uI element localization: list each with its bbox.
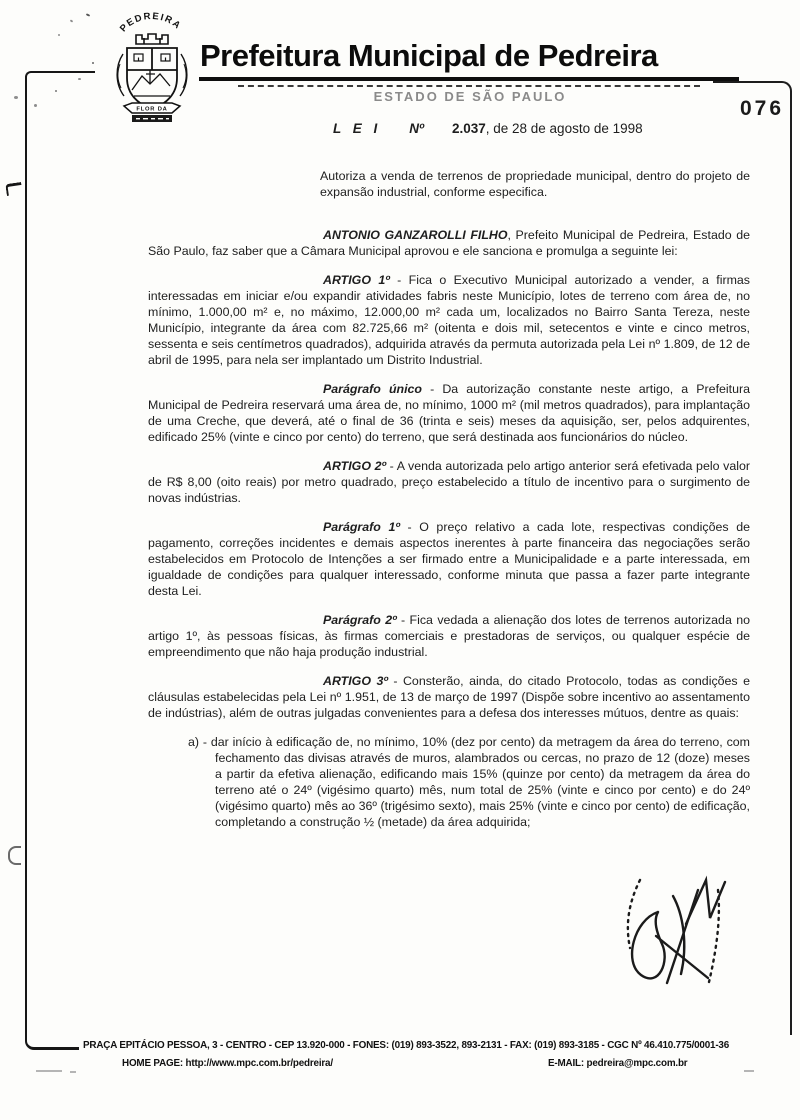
scan-artifact-dash xyxy=(70,1071,76,1073)
law-label: L E I xyxy=(333,121,382,136)
article-3-text: - Consterão, ainda, do citado Protocolo, todas as condições e cláusulas estabelecidas pela Lei nº 1.951, de 13 de março de 1997 (Dispõe sobre incentivo ao assentamento de indústrias), além de outras julgadas convenientes para a defesa dos interesses mútuos, dentre as quais: xyxy=(148,674,750,720)
law-number: 2.037 xyxy=(451,121,486,136)
page-edge-line-left xyxy=(25,71,95,1039)
law-number-label: Nº xyxy=(409,121,424,136)
scan-speck xyxy=(34,104,37,107)
document-title: Prefeitura Municipal de Pedreira xyxy=(200,38,658,73)
svg-text:PEDREIRA xyxy=(118,12,184,34)
title-underline xyxy=(199,77,739,81)
paragraph-unico-heading: Parágrafo único xyxy=(323,382,422,396)
scan-speck xyxy=(78,78,81,80)
paragraph-1-heading: Parágrafo 1º xyxy=(323,520,400,534)
paragraph-2-text: - Fica vedada a alienação dos lotes de terrenos autorizada no artigo 1º, às pessoas físicas, às firmas comerciais e prestadoras de serviços, ou qualquer espécie de empreendimento que não haja produção industrial. xyxy=(148,613,750,659)
law-body xyxy=(148,168,750,830)
paragraph-unico-text: - Da autorização constante neste artigo, a Prefeitura Municipal de Pedreira reservará uma área de, no mínimo, 1000 m² (mil metros quadrados), para implantação de uma Creche, que deverá, até o final de 36 (trinta e seis) meses da aquisição, ser, pelos adquirentes, edificado 25% (vinte e cinco por cento) do terreno, que será destinada aos funcionários do núcleo. xyxy=(148,382,751,444)
footer-homepage: HOME PAGE: http://www.mpc.com.br/pedreira/ xyxy=(122,1057,333,1069)
crest-crown xyxy=(136,34,168,44)
article-3-heading: ARTIGO 3º xyxy=(323,674,388,688)
scan-artifact-mark xyxy=(5,182,23,196)
scan-speck xyxy=(55,90,57,92)
handwritten-signature-scribble xyxy=(612,862,742,1017)
scan-speck xyxy=(70,19,74,22)
law-article-2 xyxy=(148,458,750,506)
crest-shield xyxy=(127,48,177,110)
law-heading-line xyxy=(333,121,643,136)
preamble-text: , Prefeito Municipal de Pedreira, Estado de São Paulo, faz saber que a Câmara Municipal aprovou e ele sanciona e promulga a seguinte lei: xyxy=(148,228,750,258)
footer-address-line: PRAÇA EPITÁCIO PESSOA, 3 - CENTRO - CEP 13.920-000 - FONES: (019) 893-3522, 893-2131 - FAX: (019) 893-3185 - CGC Nº 46.410.775/0001-36 xyxy=(83,1039,730,1051)
stamped-page-number: 076 xyxy=(740,97,785,120)
crest-ribbon xyxy=(124,103,180,122)
crest-city-name: PEDREIRA xyxy=(117,12,184,35)
law-article-3 xyxy=(148,673,750,721)
scan-speck xyxy=(86,13,90,17)
scan-speck xyxy=(92,62,94,64)
title-underline-broken xyxy=(238,85,700,87)
law-item-a xyxy=(188,734,750,830)
law-preamble xyxy=(148,227,750,259)
coat-of-arms-graphic xyxy=(110,12,194,124)
paragraph-2-heading: Parágrafo 2º xyxy=(323,613,397,627)
paragraph-1-text: - O preço relativo a cada lote, respectivas condições de pagamento, correções incidentes e demais aspectos inerentes à parte financeira das negociações serão estabelecidos em Protocolo de Intenções a ser firmado entre a Municipalidade e a parte interessada, em igualdade de condições para qualquer interessado, conforme minuta que passa a fazer parte integrante desta Lei. xyxy=(148,520,750,598)
article-2-heading: ARTIGO 2º xyxy=(323,459,387,473)
scan-artifact-dash xyxy=(36,1070,62,1072)
article-2-text: - A venda autorizada pelo artigo anterior será efetivada pelo valor de R$ 8,00 (oito reais) por metro quadrado, preço estabelecido a título de incentivo para o surgimento de novas indústrias. xyxy=(148,459,750,505)
scan-speck xyxy=(58,34,60,36)
law-paragraph-1 xyxy=(148,519,750,599)
law-paragraph-unico xyxy=(148,381,750,445)
footer-email: E-MAIL: pedreira@mpc.com.br xyxy=(548,1057,688,1069)
page-edge-line-left-bottom xyxy=(25,1036,79,1050)
scan-artifact-dash xyxy=(744,1070,754,1072)
document-subtitle: ESTADO DE SÃO PAULO xyxy=(373,89,567,104)
law-date: , de 28 de agosto de 1998 xyxy=(485,121,643,136)
item-a-text: dar início à edificação de, no mínimo, 10% (dez por cento) da metragem da área do terreno, com fechamento das divisas através de muros, alambrados ou cercas, no prazo de 12 (doze) meses a partir da efetiva alienação, edificando mais 15% (quinze por cento) da metragem da área do terreno até o 24º (vigésimo quarto) mês, num total de 25% (vinte e cinco por cento) e do 24º (vigésimo quarto) mês ao 36º (trigésimo sexto), mais 25% (vinte e cinco por cento) de edificação, completando a construção ½ (metade) da área adquirida; xyxy=(210,735,750,829)
pedreira-coat-of-arms xyxy=(110,12,194,129)
item-a-label: a) - xyxy=(188,735,211,749)
article-1-text: - Fica o Executivo Municipal autorizado a vender, a firmas interessadas em iniciar e/ou expandir atividades fabris neste Município, lotes de terreno com área de, no mínimo, 1.000,00 m² e, no máximo, 12.000,00 m² cada um, localizados no Bairro Santa Tereza, neste Município, integrante da área com 82.725,66 m² (oitenta e dois mil, setecentos e vinte e cinco metros, sessenta e seis centímetros quadrados), adquirida através da permuta autorizada pela Lei nº 1.809, de 12 de abril de 1995, para nela ser implantado um Distrito Industrial. xyxy=(148,273,750,367)
law-paragraph-2 xyxy=(148,612,750,660)
scan-speck xyxy=(14,96,18,99)
article-1-heading: ARTIGO 1º xyxy=(323,273,390,287)
law-ementa: Autoriza a venda de terrenos de propriedade municipal, dentro do projeto de expansão industrial, conforme especifica. xyxy=(320,169,750,199)
crest-motto: FLOR DA xyxy=(136,106,168,113)
preamble-author-name: ANTONIO GANZAROLLI FILHO xyxy=(323,228,508,242)
scan-artifact-mark xyxy=(8,846,21,865)
law-article-1 xyxy=(148,272,750,368)
